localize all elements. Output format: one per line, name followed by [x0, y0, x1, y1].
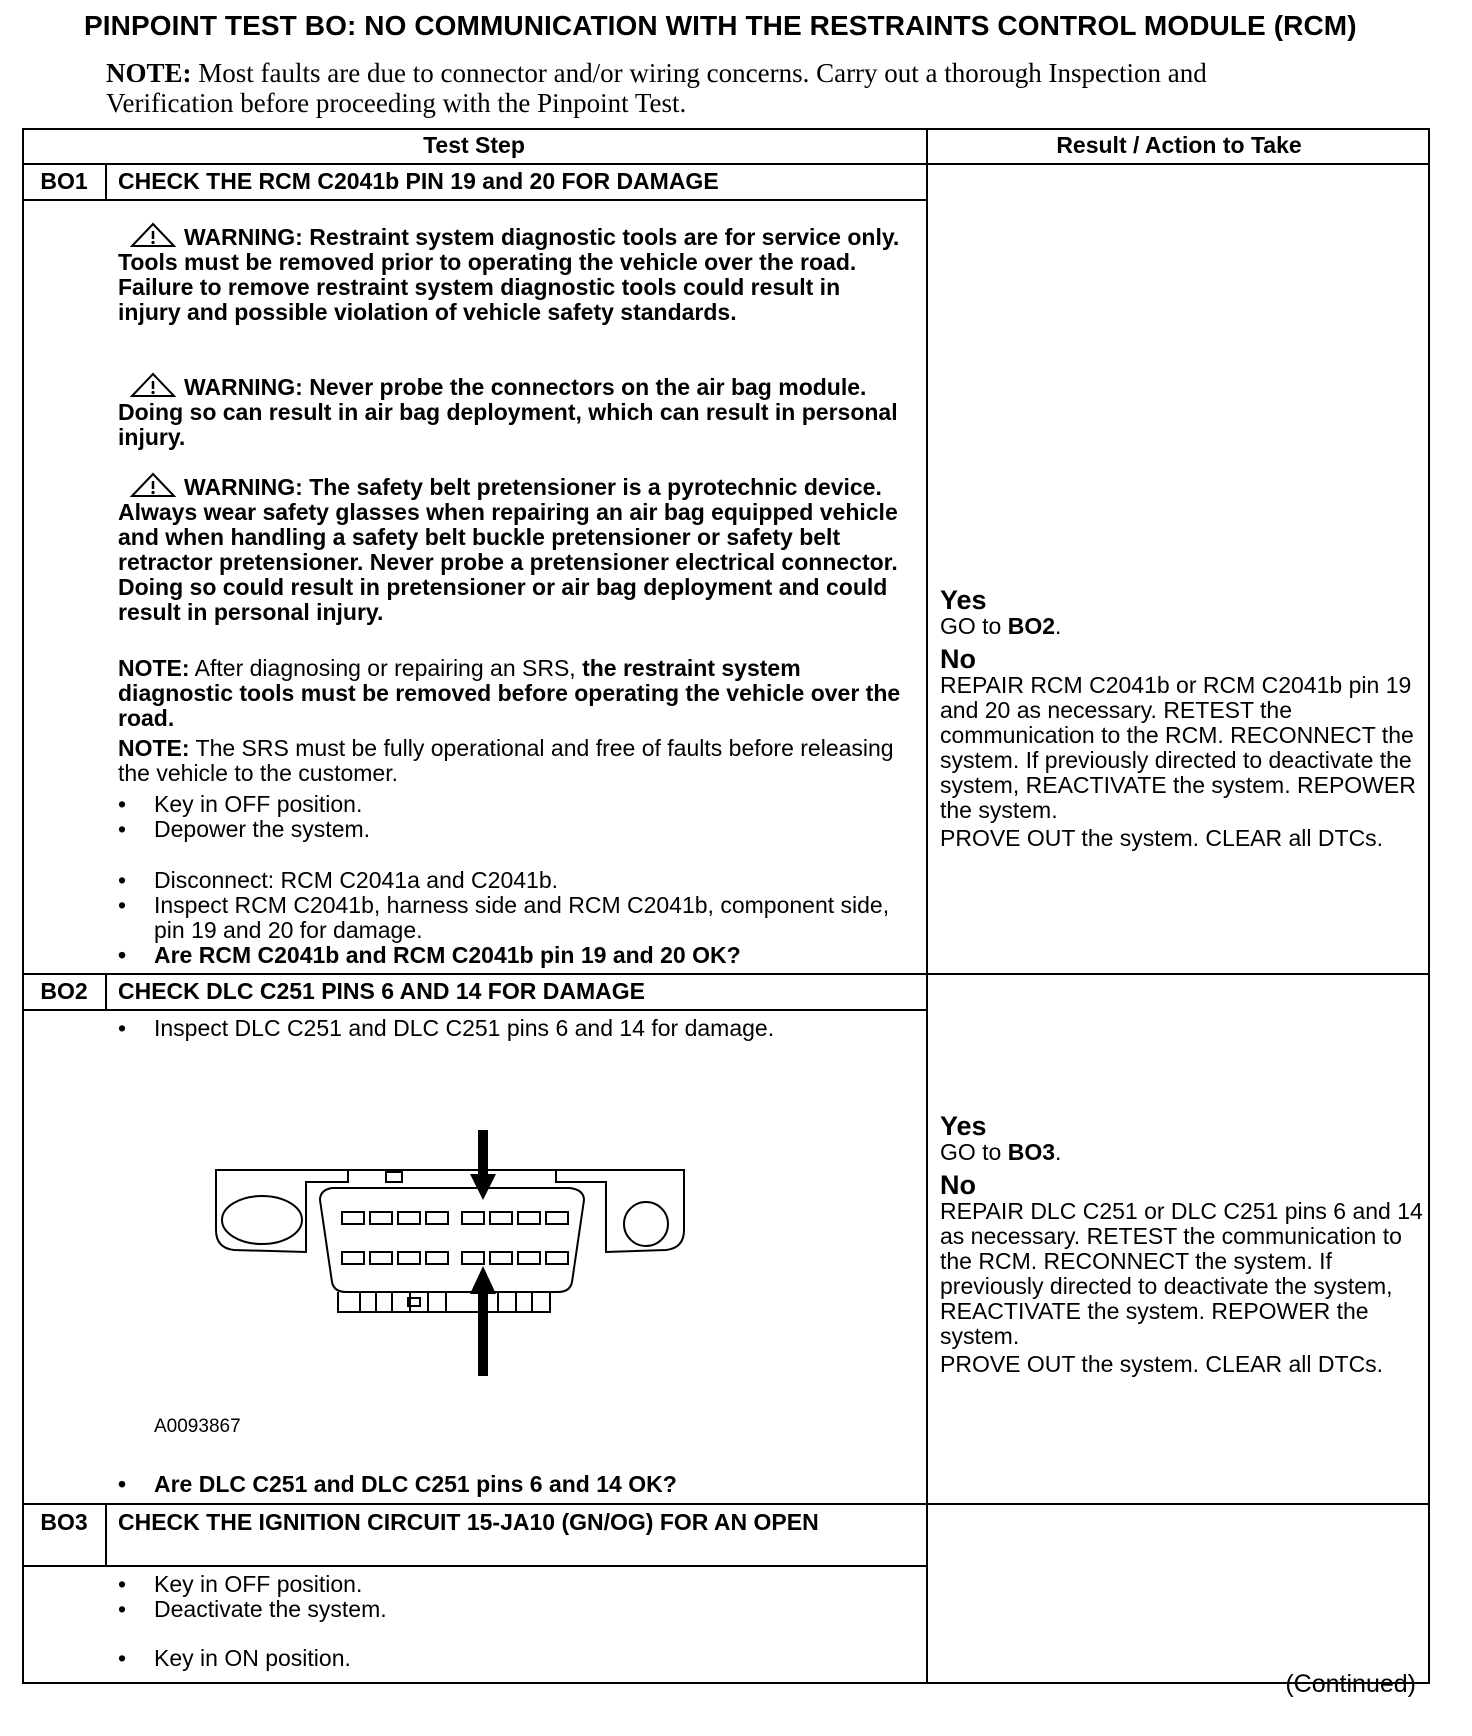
goto-bo2-link[interactable]: BO2	[1007, 613, 1056, 639]
bullets-b-bo1	[118, 868, 908, 968]
note-2-text: The SRS must be fully operational and free of faults before releasing the vehicle to the customer.	[118, 735, 894, 786]
yes-post-bo2: .	[1055, 1139, 1062, 1165]
warning-1	[118, 222, 908, 325]
step-title-bo2: CHECK DLC C251 PINS 6 AND 14 FOR DAMAGE	[118, 978, 645, 1004]
list-item: • Inspect DLC C251 and DLC C251 pins 6 and 14 for damage.	[118, 1016, 918, 1041]
step-id-bo1: BO1	[40, 168, 88, 194]
list-item: • Key in ON position.	[118, 1646, 918, 1671]
list-item: • Depower the system.	[118, 817, 908, 842]
question-bo2: • Are DLC C251 and DLC C251 pins 6 and 14 OK?	[118, 1472, 918, 1497]
divider	[22, 1503, 1430, 1505]
intro-note	[106, 58, 1256, 118]
warning-1-text: WARNING: Restraint system diagnostic tools are for service only. Tools must be removed prior to operating the vehicle over the road. Failure to remove restraint system diagnostic tools could result in injury and possible violation of vehicle safety standards.	[118, 224, 900, 325]
bullets-a-bo1	[118, 792, 908, 842]
note-1-text: After diagnosing or repairing an SRS,	[189, 655, 583, 681]
step-title-bo1: CHECK THE RCM C2041b PIN 19 and 20 FOR DAMAGE	[118, 168, 719, 194]
list-item: • Inspect RCM C2041b, harness side and RCM C2041b, component side, pin 19 and 20 for damage.	[118, 893, 908, 943]
list-item: • Key in OFF position.	[118, 1572, 918, 1597]
page-title: PINPOINT TEST BO: NO COMMUNICATION WITH THE RESTRAINTS CONTROL MODULE (RCM)	[84, 10, 1357, 41]
warning-triangle-icon	[130, 372, 176, 398]
note-1-bold: the restraint system diagnostic tools must be removed before operating the vehicle over the road.	[118, 655, 901, 731]
yes-pre-bo1: GO to	[940, 613, 1008, 639]
warning-3-text: WARNING: The safety belt pretensioner is a pyrotechnic device. Always wear safety glasses when repairing an air bag equipped vehicle and when handling a safety belt buckle pretensioner or safety belt retractor pretensioner. Never probe a pretensioner electrical connector. Doing so could result in pretensioner or air bag deployment and could result in personal injury.	[118, 474, 898, 625]
yes-pre-bo2: GO to	[940, 1139, 1008, 1165]
no-action2-bo2: PROVE OUT the system. CLEAR all DTCs.	[940, 1351, 1384, 1377]
bullets-bo2	[118, 1016, 918, 1041]
bullets-b-bo3	[118, 1646, 918, 1671]
step-id-bo2: BO2	[40, 978, 88, 1004]
list-item: • Disconnect: RCM C2041a and C2041b.	[118, 868, 908, 893]
no-label-bo2: No	[940, 1170, 976, 1200]
step-title-bo3: CHECK THE IGNITION CIRCUIT 15-JA10 (GN/OG) FOR AN OPEN	[118, 1509, 819, 1535]
continued-label: (Continued)	[1285, 1670, 1416, 1698]
list-item: • Deactivate the system.	[118, 1597, 918, 1622]
bullets-a-bo3	[118, 1572, 918, 1622]
step-id-bo3: BO3	[40, 1509, 88, 1535]
divider	[22, 199, 928, 201]
yes-post-bo1: .	[1055, 613, 1062, 639]
note-text: Most faults are due to connector and/or wiring concerns. Carry out a thorough Inspection and Verification before proceeding with the Pinpoint Test.	[106, 58, 1207, 118]
yes-action-bo2	[940, 1140, 1426, 1165]
warning-2	[118, 372, 908, 450]
question-bo1: • Are RCM C2041b and RCM C2041b pin 19 and 20 OK?	[118, 943, 908, 968]
yes-label-bo2: Yes	[940, 1111, 987, 1141]
yes-action-bo1	[940, 614, 1426, 639]
no-action-bo1: REPAIR RCM C2041b or RCM C2041b pin 19 and 20 as necessary. RETEST the communication to the RCM. RECONNECT the system. If previously directed to deactivate the system, REACTIVATE the system. REPOWER the system.	[940, 672, 1416, 823]
warning-3	[118, 472, 908, 625]
note-label: NOTE:	[106, 58, 192, 88]
warning-triangle-icon	[130, 472, 176, 498]
note-2-bo1	[118, 736, 908, 786]
warning-2-text: WARNING: Never probe the connectors on the air bag module. Doing so can result in air bag deployment, which can result in personal injury.	[118, 374, 898, 450]
divider	[22, 1565, 928, 1567]
divider	[926, 128, 928, 1684]
no-action2-bo1: PROVE OUT the system. CLEAR all DTCs.	[940, 825, 1384, 851]
note-1-label: NOTE:	[118, 655, 190, 681]
divider	[22, 1009, 928, 1011]
note-1-bo1	[118, 656, 908, 731]
no-label-bo1: No	[940, 644, 976, 674]
yes-label-bo1: Yes	[940, 585, 987, 615]
header-test-step: Test Step	[423, 132, 525, 158]
question-bo2-wrap	[118, 1472, 918, 1497]
result-bo2	[940, 1106, 1426, 1377]
dlc-connector-diagram	[210, 1130, 690, 1376]
result-bo1	[940, 580, 1426, 851]
divider	[22, 163, 1430, 165]
list-item: • Key in OFF position.	[118, 792, 908, 817]
figure-id: A0093867	[154, 1416, 241, 1437]
divider	[22, 973, 1430, 975]
warning-triangle-icon	[130, 222, 176, 248]
note-2-label: NOTE:	[118, 735, 190, 761]
goto-bo3-link[interactable]: BO3	[1007, 1139, 1056, 1165]
no-action-bo2: REPAIR DLC C251 or DLC C251 pins 6 and 14 as necessary. RETEST the communication to the RCM. RECONNECT the system. If previously directed to deactivate the system, REACTIVATE the system. REPOWER the system.	[940, 1198, 1423, 1349]
header-result-action: Result / Action to Take	[1056, 132, 1302, 158]
